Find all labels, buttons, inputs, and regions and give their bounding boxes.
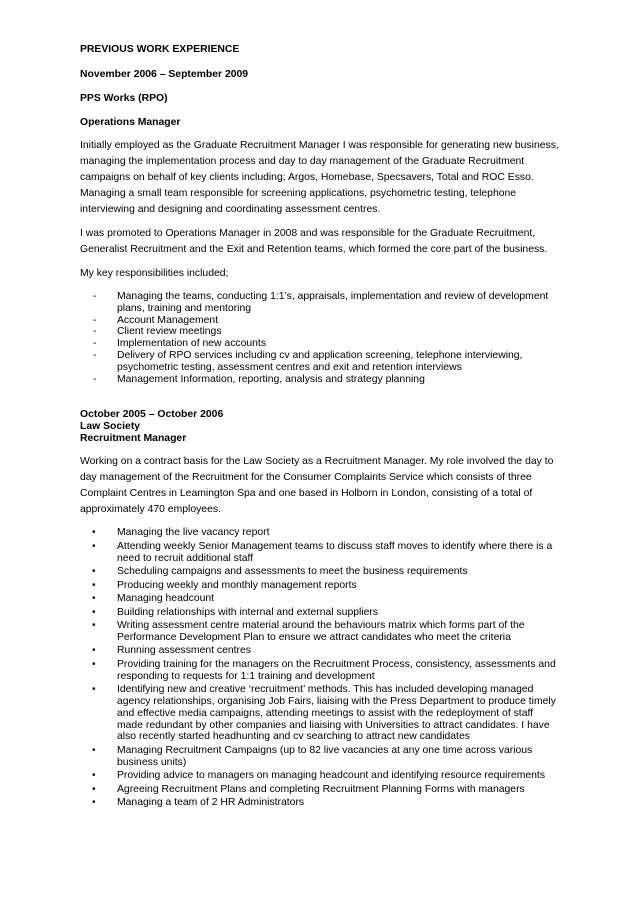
job1-dates: November 2006 – September 2009 [80,69,249,80]
bullet-marker: • [92,645,96,657]
bullet-marker: • [92,566,96,578]
bullet-marker: • [92,527,96,539]
list-item: • Attending weekly Senior Management teams to discuss staff moves to identify where there is a need to recruit additional staff [92,540,553,564]
list-item: • Identifying new and creative ‘recruitment’ methods. This has included developing managed agency relationships, organising Job Fairs, liaising with the Press Department to produce timely and effective media campaigns, attending meetings to assist with the redeployment of staff made redundant by other companies and liaising with Universities to attract candidates. I have also recently started headhunting and cv searching to attract new candidates [92,684,556,743]
job2-paragraph-1: Working on a contract basis for the Law Society as a Recruitment Manager. My role involved the day to day management of the Recruitment for the Consumer Complaints Service which consists of three Complaint Centres in Leamington Spa and one based in Holborn in London, consisting of a total of approximately 470 employees. [80,456,554,516]
list-item: • Agreeing Recruitment Plans and completing Recruitment Planning Forms with managers [92,783,525,795]
bullet-marker: • [92,770,96,782]
dash-marker: - [93,349,97,361]
list-item: - Management Information, reporting, analysis and strategy planning [93,373,425,385]
section-title: PREVIOUS WORK EXPERIENCE [80,44,240,55]
job2-company: Law Society [80,421,141,433]
list-item: • Building relationships with internal and external suppliers [92,606,379,618]
list-item: - Delivery of RPO services including cv and application screening, telephone interviewing, psychometric testing, assessment centres and exit and retention interviews [93,349,523,373]
list-item: • Scheduling campaigns and assessments to meet the business requirements [92,566,468,578]
bullet-marker: • [92,540,96,552]
list-item: - Implementation of new accounts [93,338,267,350]
list-item: • Providing advice to managers on managing headcount and identifying resource requirements [92,770,546,782]
bullet-marker: • [92,658,96,670]
job1-paragraph-1: Initially employed as the Graduate Recruitment Manager I was responsible for generating new business, managing the implementation process and day to day management of the Graduate Recruitment campaigns on behalf of key clients including; Argos, Homebase, Specsavers, Total and ROC Esso. Managing a small team responsible for screening applications, psychometric testing, telephone interviewing and designing and coordinating assessment centres. [80,140,559,215]
list-item: - Account Management [93,314,219,326]
job1-paragraph-3: My key responsibilities included; [80,268,229,279]
bullet-marker: • [92,606,96,618]
list-item: • Managing headcount [92,593,215,605]
list-item: • Managing the live vacancy report [92,527,270,539]
bullet-marker: • [92,744,96,756]
dash-marker: - [93,314,97,326]
list-item: - Client review meetings [93,326,222,338]
list-item: • Providing training for the managers on the Recruitment Process, consistency, assessments and responding to requests for 1:1 training and development [92,658,556,682]
dash-marker: - [93,373,97,385]
list-item: - Managing the teams, conducting 1:1’s, appraisals, implementation and review of development plans, training and mentoring [93,291,549,314]
list-item: • Running assessment centres [92,645,251,657]
job2-responsibilities [80,527,560,808]
dash-marker: - [93,291,97,302]
job1-company: PPS Works (RPO) [80,93,168,104]
bullet-marker: • [92,783,96,795]
job2-title: Recruitment Manager [80,433,187,445]
list-item: • Writing assessment centre material around the behaviours matrix which forms part of the Performance Development Plan to ensure we attract candidates who meet the criteria [92,620,525,643]
bullet-marker: • [92,593,96,605]
job1-title: Operations Manager [80,117,181,128]
bullet-marker: • [92,579,96,591]
job1-paragraph-2: I was promoted to Operations Manager in 2008 and was responsible for the Graduate Recruitment, Generalist Recruitment and the Exit and Retention teams, which formed the core part of the business. [80,228,548,255]
bullet-marker: • [92,797,96,809]
dash-marker: - [93,338,97,350]
cv-page [80,43,560,811]
list-item: • Producing weekly and monthly management reports [92,579,357,591]
bullet-marker: • [92,620,96,632]
job2-dates: October 2005 – October 2006 [80,409,224,421]
list-item: • Managing Recruitment Campaigns (up to 82 live vacancies at any one time across various business units) [92,744,533,768]
bullet-marker: • [92,684,96,696]
list-item: • Managing a team of 2 HR Administrators [92,797,305,809]
dash-marker: - [93,326,97,338]
job1-responsibilities [80,291,560,385]
